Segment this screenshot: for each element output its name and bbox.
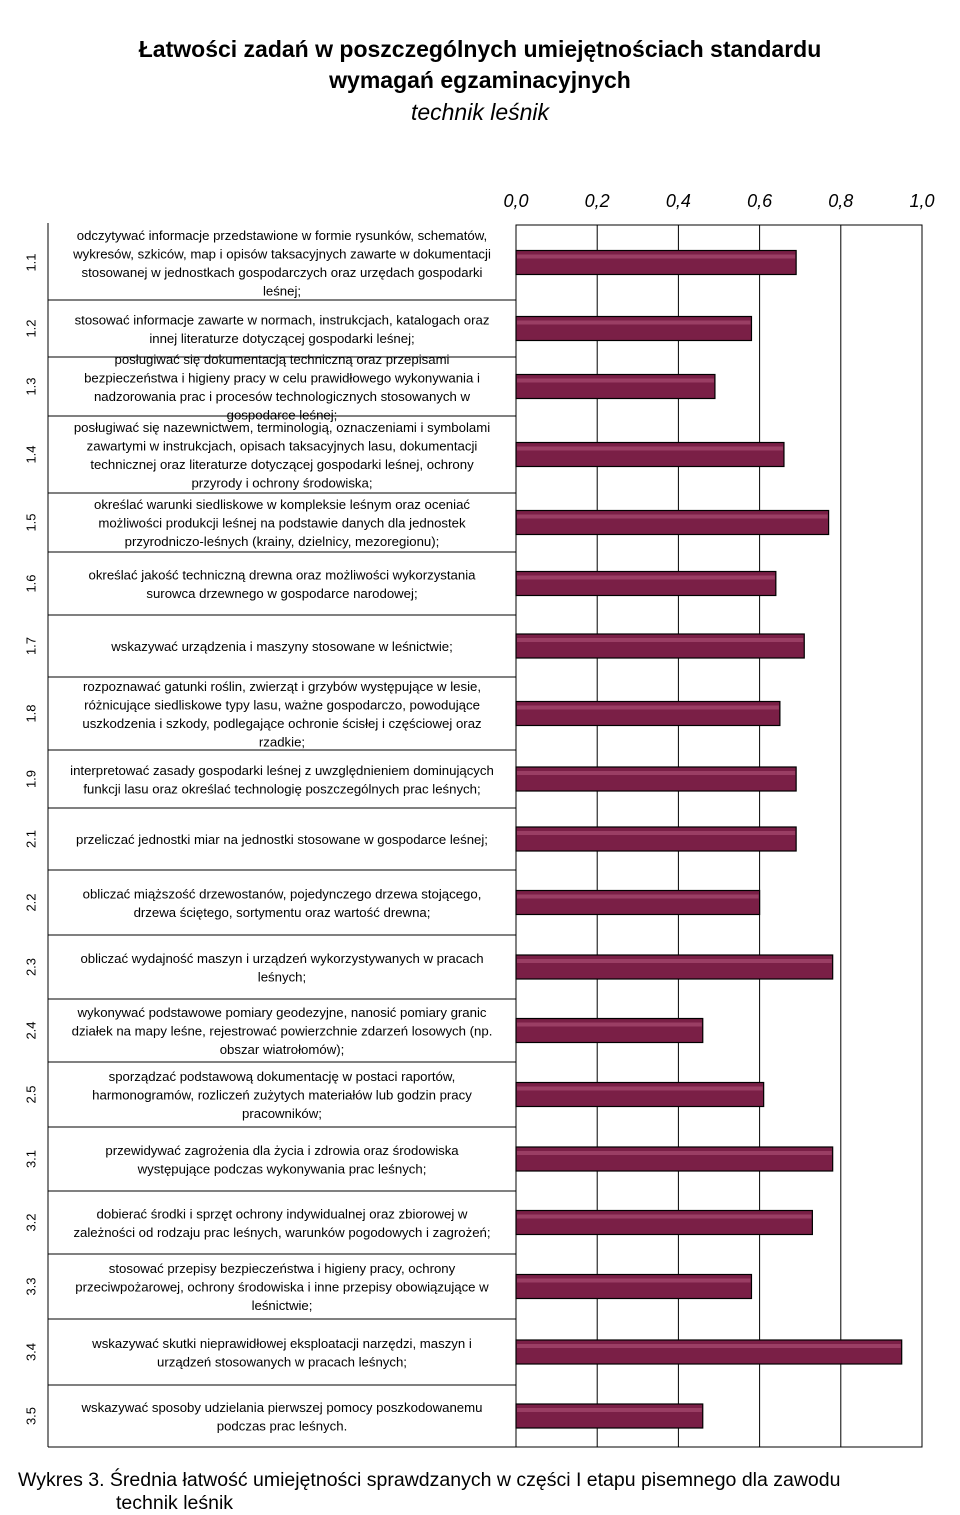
category-code: 2.4: [23, 1021, 39, 1040]
category-label-line: określać warunki siedliskowe w kompleksie leśnym oraz oceniać: [94, 497, 470, 512]
bar-3.3: [516, 1275, 751, 1299]
caption-line-1: Wykres 3. Średnia łatwość umiejętności sprawdzanych w części I etapu pisemnego dla zawodu: [18, 1469, 841, 1491]
category-label-line: funkcji lasu oraz określać technologię poszczególnych prac leśnych;: [83, 781, 481, 797]
category-label-line: innej literaturze dotyczącej gospodarki leśnej;: [149, 330, 415, 346]
category-label-line: posługiwać się nazewnictwem, terminologią, oznaczeniami i symbolami: [73, 419, 491, 435]
category-code: 1.3: [23, 377, 39, 396]
bar-highlight: [517, 706, 779, 710]
category-label-line: harmonogramów, rozliczeń zużytych materiałów lub godzin pracy: [92, 1087, 472, 1103]
category-label-line: wskazywać sposoby udzielania pierwszej pomocy poszkodowanemu: [81, 1399, 483, 1415]
category-code: 1.8: [23, 704, 39, 723]
category-label-line: zależności od rodzaju prac leśnych, warunków pogodowych i zagrożeń;: [73, 1224, 491, 1240]
bar-2.4: [516, 1019, 703, 1043]
caption-line-2: technik leśnik: [116, 1492, 234, 1514]
bar-highlight: [517, 321, 750, 325]
category-label-line: obliczać wydajność maszyn i urządzeń wykorzystywanych w pracach: [80, 950, 484, 966]
category-label-line: stosować informacje zawarte w normach, instrukcjach, katalogach oraz: [74, 312, 490, 328]
x-tick-label: 0,8: [828, 191, 854, 211]
bar-1.1: [516, 251, 796, 275]
category-label-line: sporządzać podstawową dokumentację w postaci raportów,: [108, 1069, 456, 1084]
bar-2.1: [516, 827, 796, 851]
category-label-line: przeliczać jednostki miar na jednostki stosowane w gospodarce leśnej;: [76, 832, 488, 847]
category-label-line: drzewa ściętego, sortymentu oraz wartość drewna;: [133, 904, 431, 920]
category-label-line: pracowników;: [242, 1106, 322, 1121]
category-label-line: urządzeń stosowanych w pracach leśnych;: [157, 1354, 407, 1370]
chart-subtitle: technik leśnik: [410, 99, 550, 125]
bar-1.7: [516, 634, 804, 658]
category-label-line: przyrody i ochrony środowiska;: [191, 475, 373, 491]
bar-highlight: [517, 1087, 763, 1091]
category-label-line: interpretować zasady gospodarki leśnej z uwzględnieniem dominujących: [70, 762, 494, 778]
bar-highlight: [517, 447, 783, 451]
bar-highlight: [517, 1344, 901, 1348]
bar-highlight: [517, 1023, 702, 1027]
bar-3.4: [516, 1340, 902, 1364]
bar-highlight: [517, 1279, 750, 1283]
bar-highlight: [517, 576, 775, 580]
bar-highlight: [517, 959, 832, 963]
category-label-line: obliczać miąższość drzewostanów, pojedynczego drzewa stojącego,: [82, 886, 482, 902]
category-label-line: obszar wiatrołomów);: [219, 1042, 345, 1057]
category-code: 1.1: [23, 253, 39, 272]
category-label-line: odczytywać informacje przedstawione w formie rysunków, schematów,: [76, 227, 488, 243]
category-label-line: wykresów, szkiców, map i opisów taksacyjnych zawarte w dokumentacji: [73, 246, 491, 262]
bar-highlight: [517, 771, 795, 775]
bar-highlight: [517, 255, 795, 259]
bar-3.5: [516, 1404, 703, 1428]
category-label-line: nadzorowania prac i procesów technologicznych stosowanych w: [93, 388, 471, 404]
bar-2.3: [516, 955, 833, 979]
category-label-line: wskazywać skutki nieprawidłowej eksploatacji narzędzi, maszyn i: [92, 1335, 472, 1351]
x-tick-label: 0,0: [503, 191, 529, 211]
bar-1.2: [516, 317, 751, 341]
category-label-line: technicznej oraz literaturze dotyczącej gospodarki leśnej, ochrony: [90, 456, 474, 472]
category-label-line: dobierać środki i sprzęt ochrony indywidualnej oraz zbiorowej w: [96, 1206, 468, 1222]
category-code: 2.2: [23, 893, 39, 912]
category-label-line: stosować przepisy bezpieczeństwa i higieny pracy, ochrony: [108, 1261, 456, 1276]
category-code: 1.9: [23, 769, 39, 789]
bar-highlight: [517, 1151, 832, 1155]
figure-caption: [18, 1469, 840, 1515]
category-code: 3.2: [23, 1213, 39, 1232]
category-label-line: leśnej;: [262, 283, 302, 299]
category-label-line: wskazywać urządzenia i maszyny stosowane w leśnictwie;: [111, 639, 453, 654]
tick-layer: [503, 191, 934, 211]
category-label-line: leśnictwie;: [251, 1298, 313, 1313]
bar-highlight: [517, 515, 828, 519]
category-label-line: przeciwpożarowej, ochrony środowiska i inne przepisy obowiązujące w: [75, 1279, 489, 1295]
category-label-line: działek na mapy leśne, rejestrować powierzchnie zdarzeń losowych (np.: [71, 1023, 493, 1039]
category-code: 1.6: [23, 574, 39, 593]
bar-highlight: [517, 638, 803, 642]
category-code: 1.4: [23, 445, 39, 464]
bar-1.5: [516, 511, 829, 535]
x-tick-label: 1,0: [909, 191, 935, 211]
category-code: 2.1: [23, 829, 39, 849]
bar-2.5: [516, 1083, 764, 1107]
category-label-line: posługiwać się dokumentacją techniczną oraz przepisami: [114, 351, 450, 367]
category-label-line: przyrodniczo-leśnych (krainy, dzielnicy, mezoregionu);: [124, 534, 440, 549]
bar-3.2: [516, 1211, 812, 1235]
x-tick-label: 0,6: [747, 191, 773, 211]
category-label-line: bezpieczeństwa i higieny pracy w celu prawidłowego wykonywania i: [84, 370, 480, 386]
category-label-line: podczas prac leśnych.: [216, 1418, 348, 1434]
category-label-line: rozpoznawać gatunki roślin, zwierząt i grzybów występujące w lesie,: [83, 678, 481, 694]
bar-highlight: [517, 831, 795, 835]
row-layer: [23, 223, 516, 1447]
category-code: 3.3: [23, 1277, 39, 1296]
category-code: 3.4: [23, 1342, 39, 1362]
category-label-line: gospodarce leśnej;: [226, 407, 338, 423]
bar-2.2: [516, 891, 760, 915]
category-code: 1.7: [23, 636, 39, 656]
category-label-line: określać jakość techniczną drewna oraz możliwości wykorzystania: [88, 567, 476, 583]
bar-1.8: [516, 702, 780, 726]
bar-1.9: [516, 767, 796, 791]
bar-1.4: [516, 443, 784, 467]
category-label-line: uszkodzenia i szkody, podlegające ochronie ścisłej i częściowej oraz: [82, 715, 482, 731]
bar-highlight: [517, 895, 759, 899]
bar-3.1: [516, 1147, 833, 1171]
bar-highlight: [517, 1408, 702, 1412]
category-label-line: możliwości produkcji leśnej na podstawie danych dla jednostek: [98, 515, 466, 531]
bar-1.3: [516, 375, 715, 399]
category-code: 3.5: [23, 1406, 39, 1426]
category-label-line: surowca drzewnego w gospodarce narodowej;: [146, 585, 418, 601]
category-code: 1.2: [23, 319, 39, 338]
category-code: 1.5: [23, 513, 39, 532]
category-code: 2.3: [23, 957, 39, 977]
category-label-line: leśnych;: [257, 969, 307, 985]
category-code: 2.5: [23, 1085, 39, 1104]
bar-highlight: [517, 379, 714, 383]
category-code: 3.1: [23, 1149, 39, 1169]
category-label-line: stosowanej w jednostkach gospodarczych oraz urzędach gospodarki: [81, 264, 483, 280]
category-label-line: rzadkie;: [258, 734, 306, 750]
chart-title-line2: wymagań egzaminacyjnych: [329, 67, 631, 93]
x-tick-label: 0,4: [665, 191, 691, 211]
category-label-line: różnicujące siedliskowe typy lasu, ważne gospodarczo, powodujące: [84, 697, 480, 713]
x-tick-label: 0,2: [584, 191, 610, 211]
category-label-line: przewidywać zagrożenia dla życia i zdrowia oraz środowiska: [105, 1142, 459, 1158]
category-label-line: występujące podczas wykonywania prac leśnych;: [137, 1161, 427, 1177]
category-label-line: wykonywać podstawowe pomiary geodezyjne, nanosić pomiary granic: [77, 1005, 487, 1020]
chart-title: Łatwości zadań w poszczególnych umiejętnościach standardu: [138, 36, 822, 62]
bar-layer: [516, 251, 902, 1429]
category-label-line: zawartymi w instrukcjach, opisach taksacyjnych lasu, dokumentacji: [86, 438, 478, 454]
bar-highlight: [517, 1215, 811, 1219]
bar-1.6: [516, 572, 776, 596]
